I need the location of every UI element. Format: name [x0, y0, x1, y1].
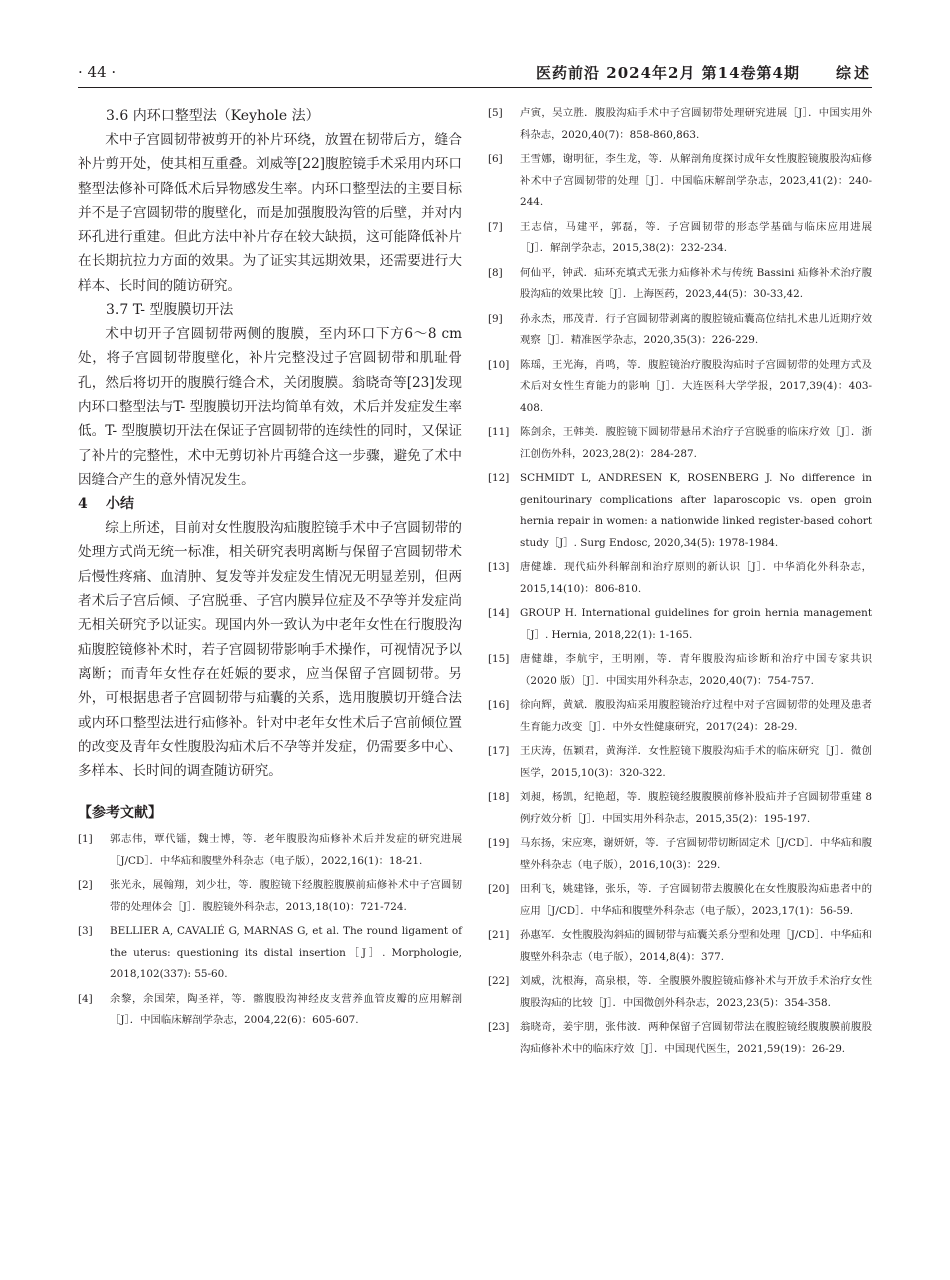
reference-number: [15]: [488, 653, 510, 665]
reference-text: 孙惠军．女性腹股沟斜疝的圆韧带与疝囊关系分型和处理［J/CD］．中华疝和腹壁外科杂志（电子版），2014,8(4)：377.: [520, 929, 872, 963]
paragraph-4: 综上所述，目前对女性腹股沟疝腹腔镜手术中子宫圆韧带的处理方式尚无统一标准，相关研究表明离断与保留子宫圆韧带术后慢性疼痛、血清肿、复发等并发症发生情况无明显差别，但两者术后子宫后倾、子宫脱垂、子宫内膜异位症及不孕等并发症尚无相关研究予以证实。现国内外一致认为中老年女性在行腹股沟疝腹腔镜修补术时，若子宫圆韧带影响手术操作，可视情况予以离断；而青年女性存在妊娠的要求，应当保留子宫圆韧带。另外，可根据患者子宫圆韧带与疝囊的关系，选用腹膜切开缝合法或内环口整型法进行疝修补。针对中老年女性术后子宫前倾位置的改变及青年女性腹股沟疝术后不孕等并发症，仍需要多中心、多样本、长时间的调查随访研究。: [78, 520, 462, 780]
reference-number: [22]: [488, 975, 510, 987]
reference-item: [488, 971, 872, 1014]
reference-item: [488, 833, 872, 876]
reference-item: [78, 829, 462, 872]
reference-text: 田利飞，姚建锋，张乐，等．子宫圆韧带去腹膜化在女性腹股沟疝患者中的应用［J/CD］．中华疝和腹壁外科杂志（电子版），2023,17(1)：56-59.: [520, 883, 872, 917]
heading-3-6: 3.6 内环口整型法（Keyhole 法）: [106, 108, 320, 124]
reference-item: [78, 921, 462, 986]
reference-item: [488, 603, 872, 646]
reference-number: [8]: [488, 266, 503, 279]
reference-text: 刘昶，杨凯，纪艳超，等．腹腔镜经腹腹膜前修补股疝并子宫圆韧带重建 8 例疗效分析［J］．中国实用外科杂志，2015,35(2)：195-197.: [520, 791, 872, 825]
heading-4-number: 4: [78, 496, 88, 513]
reference-item: [488, 422, 872, 465]
paragraph-3-6: 术中子宫圆韧带被剪开的补片环绕，放置在韧带后方，缝合补片剪开处，使其相互重叠。刘威等[22]腹腔镜手术采用内环口整型法修补可降低术后异物感发生率。内环口整型法的主要目标并不是子宫圆韧带的腹壁化，而是加强腹股沟管的后壁，并对内环孔进行重建。但此方法中补片存在较大缺损，这可能降低补片在长期抗拉力方面的效果。为了证实其远期效果，还需要进行大样本、长时间的随访研究。: [78, 132, 462, 294]
reference-text: 刘威，沈根海，高泉根，等．全腹膜外腹腔镜疝修补术与开放手术治疗女性腹股沟疝的比较［J］．中国微创外科杂志，2023,23(5)：354-358.: [520, 975, 872, 1009]
references-heading: 【参考文献】: [78, 805, 162, 822]
reference-number: [3]: [78, 925, 93, 938]
reference-number: [19]: [488, 837, 510, 849]
page-number: · 44 ·: [78, 63, 117, 81]
heading-3-7: 3.7 T- 型腹膜切开法: [106, 302, 234, 319]
page-header: [0, 0, 950, 92]
paragraph-3-7: 术中切开子宫圆韧带两侧的腹膜，至内环口下方6～8 cm处，将子宫圆韧带腹壁化，补片完整没过子宫圆韧带和肌耻骨孔，然后将切开的腹膜行缝合术，关闭腹膜。翁晓奇等[23]发现内环口整型法与T- 型腹膜切开法均简单有效，术后并发症发生率低。T- 型腹膜切开法在保证子宫圆韧带的连续性的同时，又保证了补片的完整性，术中无剪切补片再缝合这一步骤，避免了术中因缝合产生的意外情况发生。: [78, 326, 462, 488]
reference-number: [17]: [488, 745, 510, 757]
reference-item: [488, 217, 872, 260]
reference-text: 翁晓奇，姜宇朋，张伟波．两种保留子宫圆韧带法在腹腔镜经腹腹膜前腹股沟疝修补术中的临床疗效［J］．中国现代医生，2021,59(19)：26-29.: [520, 1021, 872, 1055]
reference-number: [16]: [488, 699, 510, 711]
reference-number: [7]: [488, 220, 503, 233]
journal-info: 医药前沿 2024年2月 第14卷第4期: [536, 64, 800, 82]
reference-text: 马东扬，宋应寒，谢妍妍，等．子宫圆韧带切断固定术［J/CD］．中华疝和腹壁外科杂志（电子版），2016,10(3)：229.: [520, 837, 872, 871]
reference-item: [488, 925, 872, 968]
reference-text: 王志信，马建平，郭磊，等．子宫圆韧带的形态学基础与临床应用进展［J］．解剖学杂志，2015,38(2)：232-234.: [520, 220, 872, 254]
reference-item: [488, 695, 872, 738]
reference-text: 何仙平，钟武．疝环充填式无张力疝修补术与传统 Bassini 疝修补术治疗腹股沟疝的效果比较［J］．上海医药，2023,44(5)：30-33,42.: [520, 266, 872, 300]
reference-item: [488, 1017, 872, 1060]
reference-text: 郭志伟，覃代镭，魏士博，等．老年腹股沟疝修补术后并发症的研究进展［J/CD］．中华疝和腹壁外科杂志（电子版），2022,16(1)：18-21.: [110, 833, 462, 867]
reference-number: [23]: [488, 1021, 510, 1033]
heading-4-text: 小结: [106, 496, 134, 513]
right-column: [488, 103, 872, 1063]
reference-item: [488, 103, 872, 146]
reference-text: 孙永杰，邢茂青．行子宫圆韧带剥离的腹腔镜疝囊高位结扎术患儿近期疗效观察［J］．精准医学杂志，2020,35(3)：226-229.: [520, 312, 872, 346]
reference-item: [488, 468, 872, 554]
reference-number: [4]: [78, 992, 93, 1005]
reference-number: [18]: [488, 791, 510, 803]
reference-text: 徐向辉，黄斌．腹股沟疝采用腹腔镜治疗过程中对子宫圆韧带的处理及患者生育能力改变［J］．中外女性健康研究，2017(24)：28-29.: [520, 699, 872, 733]
reference-item: [488, 149, 872, 214]
reference-item: [488, 649, 872, 692]
reference-number: [9]: [488, 312, 503, 325]
reference-number: [10]: [488, 358, 510, 371]
reference-text: 王雪娜，谢明征，李生龙，等．从解剖角度探讨成年女性腹腔镜腹股沟疝修补术中子宫圆韧带的处理［J］．中国临床解剖学杂志，2023,41(2)：240-244.: [520, 153, 872, 208]
left-column: [78, 104, 462, 1035]
reference-number: [11]: [488, 426, 510, 438]
reference-number: [20]: [488, 883, 510, 895]
reference-text: 王庆涛，伍颖君，黄海洋．女性腔镜下腹股沟疝手术的临床研究［J］．微创医学，2015,10(3)：320-322.: [520, 745, 872, 779]
reference-text: 卢寅，吴立胜．腹股沟疝手术中子宫圆韧带处理研究进展［J］．中国实用外科杂志，2020,40(7)：858-860,863.: [520, 107, 872, 141]
reference-text: BELLIER A, CAVALIÉ G, MARNAS G, et al. The round ligament of the uterus: questioning its distal insertion［J］. Morphologie, 2018,102(337): 55-60.: [110, 925, 462, 981]
reference-list-left: [78, 829, 462, 1032]
reference-text: 唐健雄，李航宇，王明刚，等．青年腹股沟疝诊断和治疗中国专家共识（2020 版）［J］．中国实用外科杂志，2020,40(7)：754-757.: [520, 653, 872, 687]
reference-item: [78, 989, 462, 1032]
reference-text: 张光永，展翰翔，刘少壮，等．腹腔镜下经腹腔腹膜前疝修补术中子宫圆韧带的处理体会［J］．腹腔镜外科杂志，2013,18(10)：721-724.: [110, 879, 462, 913]
reference-item: [78, 875, 462, 918]
reference-text: 唐健雄．现代疝外科解剖和治疗原则的新认识［J］．中华消化外科杂志，2015,14(10)：806-810.: [520, 561, 872, 595]
reference-item: [488, 309, 872, 352]
reference-item: [488, 263, 872, 306]
header-rule: [78, 87, 872, 88]
reference-text: SCHMIDT L, ANDRESEN K, ROSENBERG J. No difference in genitourinary complications after laparoscopic vs. open groin hernia repair in women: a nationwide linked register-based cohort study［J］. Surg Endosc, 2020,34(5): 1978-1984.: [520, 472, 872, 549]
reference-item: [488, 557, 872, 600]
reference-item: [488, 787, 872, 830]
reference-number: [2]: [78, 879, 93, 892]
section-tag: 综述: [835, 64, 872, 82]
reference-number: [13]: [488, 561, 510, 573]
reference-text: 陈剑余，王韩美．腹腔镜下圆韧带悬吊术治疗子宫脱垂的临床疗效［J］．浙江创伤外科，2023,28(2)：284-287.: [520, 426, 872, 460]
reference-item: [488, 879, 872, 922]
reference-number: [12]: [488, 472, 510, 484]
reference-number: [1]: [78, 833, 93, 846]
reference-text: GROUP H. International guidelines for groin hernia management［J］. Hernia, 2018,22(1): 1-165.: [520, 607, 872, 641]
reference-number: [21]: [488, 929, 510, 941]
reference-number: [14]: [488, 607, 510, 619]
reference-text: 陈瑶，王光海，肖鸣，等．腹腔镜治疗腹股沟疝时子宫圆韧带的处理方式及术后对女性生育能力的影响［J］．大连医科大学学报，2017,39(4)：403-408.: [520, 358, 872, 414]
reference-number: [5]: [488, 107, 503, 119]
reference-item: [488, 741, 872, 784]
reference-item: [488, 355, 872, 420]
heading-4: [78, 492, 462, 516]
reference-text: 余黎，余国荣，陶圣祥，等．髂腹股沟神经皮支营养血管皮瓣的应用解剖［J］．中国临床解剖学杂志，2004,22(6)：605-607.: [110, 992, 462, 1027]
reference-number: [6]: [488, 153, 503, 165]
